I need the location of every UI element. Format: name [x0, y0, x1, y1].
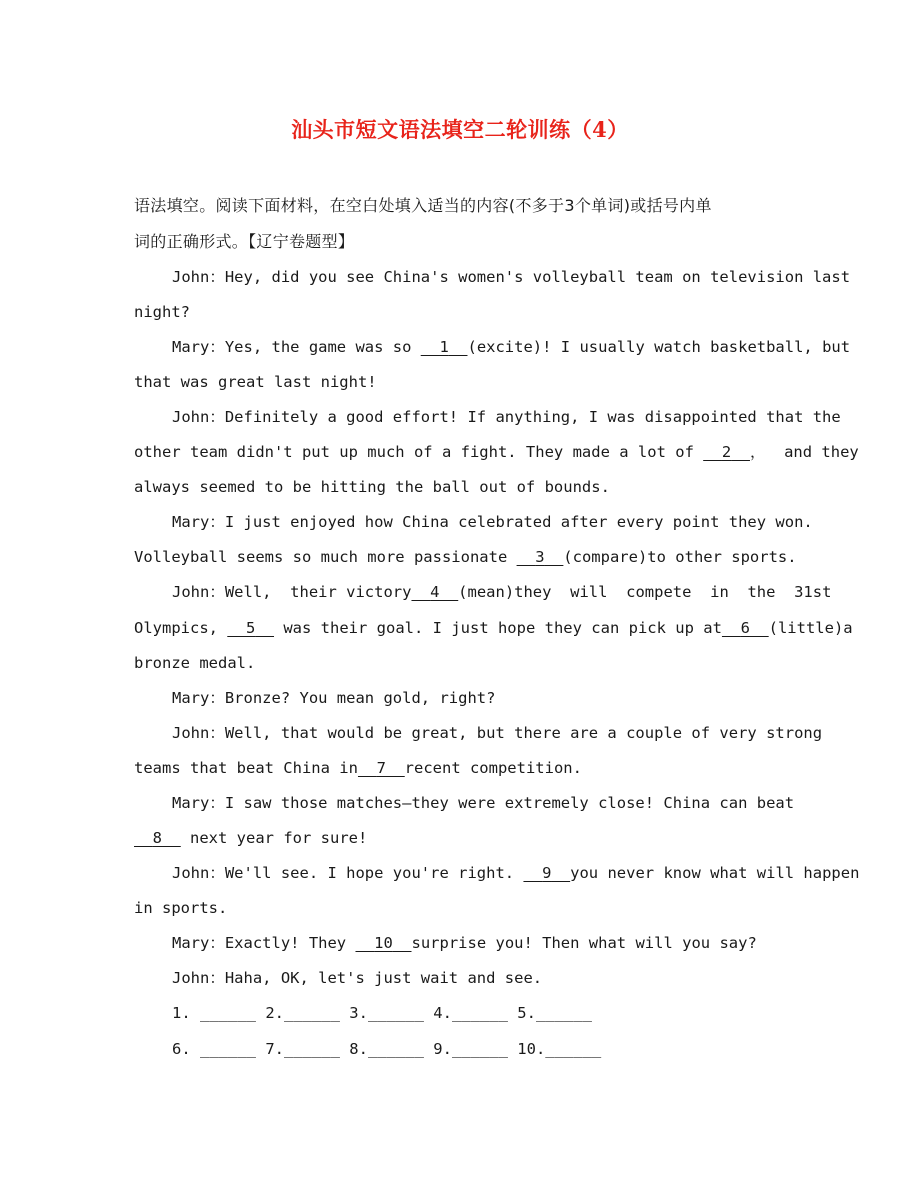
blank-2: __2__: [703, 443, 750, 461]
text-segment: (little)a: [768, 619, 853, 637]
text-segment: John：Well, their victory: [172, 583, 412, 601]
dialogue-line: John：Definitely a good effort! If anything, I was disappointed that the: [172, 408, 841, 426]
dialogue-line: Mary：Bronze? You mean gold, right?: [172, 689, 496, 707]
answer-row-2: 6. ______ 7.______ 8.______ 9.______ 10.______: [172, 1040, 602, 1058]
dialogue-line: in sports.: [134, 899, 228, 917]
blank-7: __7__: [357, 759, 405, 777]
blank-6: __6__: [721, 619, 769, 637]
text-segment: Mary：Yes, the game was so: [172, 338, 421, 356]
dialogue-line: John：Hey, did you see China's women's volleyball team on television last: [172, 268, 851, 286]
text-segment: (mean)they will compete in the 31st: [458, 583, 832, 601]
text-segment: other team didn't put up much of a fight. They made a lot of: [134, 443, 704, 461]
dialogue-line: [134, 758, 582, 778]
dialogue-line: night?: [134, 303, 190, 321]
dialogue-line: John：Haha, OK, let's just wait and see.: [172, 969, 543, 987]
blank-10: __10__: [355, 934, 412, 952]
text-segment: teams that beat China in: [134, 759, 358, 777]
dialogue-line: [172, 337, 850, 357]
dialogue-line: [134, 618, 853, 638]
text-segment: surprise you! Then what will you say?: [411, 934, 757, 952]
text-segment: was their goal. I just hope they can pick up at: [274, 619, 722, 637]
blank-9: __9__: [523, 864, 571, 882]
blank-4: __4__: [411, 583, 459, 601]
answer-row-1: 1. ______ 2.______ 3.______ 4.______ 5.______: [172, 1004, 592, 1022]
dialogue-line: [134, 442, 859, 462]
blank-number: 9: [542, 864, 552, 882]
blank-3: __3__: [516, 548, 564, 566]
dialogue-line: John：Well, that would be great, but there are a couple of very strong: [172, 724, 823, 742]
text-segment: Mary：Exactly! They: [172, 934, 356, 952]
blank-number: 5: [246, 619, 256, 637]
text-segment: John：We'll see. I hope you're right.: [172, 864, 524, 882]
blank-number: 3: [535, 548, 545, 566]
blank-number: 10: [374, 934, 393, 952]
text-segment: ， and they: [749, 443, 859, 461]
dialogue-line: [134, 547, 797, 567]
instructions-line-2: 词的正确形式。【辽宁卷题型】: [134, 232, 355, 251]
blank-1: __1__: [420, 338, 468, 356]
dialogue-line: [172, 933, 757, 953]
text-segment: Volleyball seems so much more passionate: [134, 548, 517, 566]
page-title: 汕头市短文语法填空二轮训练（4）: [291, 117, 629, 142]
text-segment: Olympics,: [134, 619, 228, 637]
blank-number: 2: [721, 443, 732, 461]
text-segment: (excite)! I usually watch basketball, but: [467, 338, 851, 356]
text-segment: recent competition.: [404, 759, 582, 777]
blank-number: 1: [439, 338, 449, 356]
dialogue-line: [172, 582, 831, 602]
blank-8: __8__: [134, 829, 181, 847]
blank-number: 7: [376, 759, 386, 777]
dialogue-line: always seemed to be hitting the ball out of bounds.: [134, 478, 610, 496]
blank-number: 6: [740, 619, 750, 637]
blank-number: 4: [430, 583, 440, 601]
instructions-line-1: 语法填空。阅读下面材料，在空白处填入适当的内容(不多于3个单词)或括号内单: [134, 196, 712, 215]
dialogue-line: Mary：I saw those matches—they were extremely close! China can beat: [172, 794, 795, 812]
text-segment: next year for sure!: [180, 829, 368, 847]
text-segment: you never know what will happen: [570, 864, 860, 882]
dialogue-line: bronze medal.: [134, 654, 256, 672]
dialogue-line: Mary：I just enjoyed how China celebrated after every point they won.: [172, 513, 813, 531]
text-segment: (compare)to other sports.: [563, 548, 797, 566]
dialogue-line: [134, 828, 367, 848]
blank-5: __5__: [227, 619, 275, 637]
dialogue-line: that was great last night!: [134, 373, 377, 391]
blank-number: 8: [152, 829, 163, 847]
dialogue-line: [172, 863, 859, 883]
